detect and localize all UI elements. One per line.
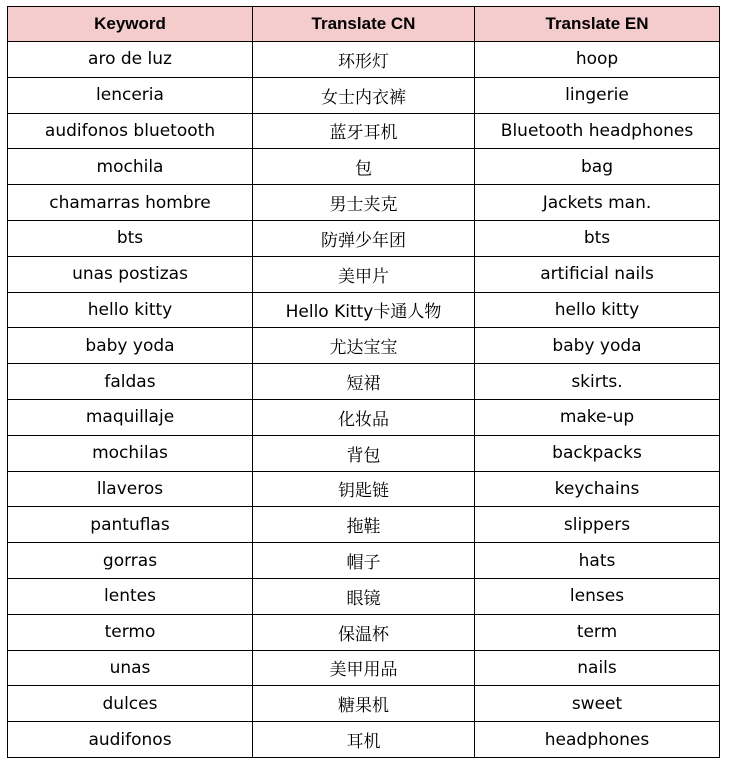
- translate-en-cell: lenses: [475, 578, 720, 614]
- table-row: [8, 435, 720, 471]
- translate-en-cell: hats: [475, 543, 720, 579]
- table-row: [8, 650, 720, 686]
- translate-en-cell: slippers: [475, 507, 720, 543]
- table-row: [8, 399, 720, 435]
- table-body: [8, 42, 720, 758]
- translate-cn-cell: 短裙: [253, 364, 475, 400]
- translate-en-cell: Bluetooth headphones: [475, 113, 720, 149]
- table-row: [8, 543, 720, 579]
- translate-cn-cell: 拖鞋: [253, 507, 475, 543]
- table-row: [8, 364, 720, 400]
- keyword-cell: mochila: [8, 149, 253, 185]
- table-row: [8, 471, 720, 507]
- translate-cn-cell: 男士夹克: [253, 185, 475, 221]
- table-row: [8, 328, 720, 364]
- translate-cn-cell: 背包: [253, 435, 475, 471]
- translate-cn-cell: 尤达宝宝: [253, 328, 475, 364]
- translate-en-cell: skirts.: [475, 364, 720, 400]
- translate-en-cell: keychains: [475, 471, 720, 507]
- keyword-cell: aro de luz: [8, 42, 253, 78]
- table-row: [8, 507, 720, 543]
- translate-cn-cell: 美甲用品: [253, 650, 475, 686]
- translate-cn-cell: 防弹少年团: [253, 220, 475, 256]
- translate-en-cell: nails: [475, 650, 720, 686]
- translate-en-cell: term: [475, 614, 720, 650]
- keyword-cell: hello kitty: [8, 292, 253, 328]
- table-row: [8, 113, 720, 149]
- translate-en-cell: baby yoda: [475, 328, 720, 364]
- translate-en-cell: bts: [475, 220, 720, 256]
- table-row: [8, 292, 720, 328]
- translate-cn-cell: 包: [253, 149, 475, 185]
- keyword-cell: chamarras hombre: [8, 185, 253, 221]
- translate-cn-cell: 糖果机: [253, 686, 475, 722]
- translate-en-cell: backpacks: [475, 435, 720, 471]
- translate-en-cell: artificial nails: [475, 256, 720, 292]
- table-row: [8, 256, 720, 292]
- keyword-cell: maquillaje: [8, 399, 253, 435]
- keyword-cell: lenceria: [8, 77, 253, 113]
- keyword-cell: gorras: [8, 543, 253, 579]
- translate-cn-cell: Hello Kitty卡通人物: [253, 292, 475, 328]
- table-row: [8, 185, 720, 221]
- table-row: [8, 220, 720, 256]
- translate-en-cell: hoop: [475, 42, 720, 78]
- translate-cn-cell: 钥匙链: [253, 471, 475, 507]
- table-row: [8, 686, 720, 722]
- translate-cn-cell: 帽子: [253, 543, 475, 579]
- translate-cn-cell: 眼镜: [253, 578, 475, 614]
- translate-cn-cell: 保温杯: [253, 614, 475, 650]
- keyword-cell: dulces: [8, 686, 253, 722]
- header-translate-cn: Translate CN: [253, 7, 475, 42]
- table-row: [8, 614, 720, 650]
- keyword-cell: mochilas: [8, 435, 253, 471]
- keyword-cell: audifonos bluetooth: [8, 113, 253, 149]
- header-row: [8, 7, 720, 42]
- translate-cn-cell: 耳机: [253, 722, 475, 758]
- keyword-cell: unas: [8, 650, 253, 686]
- translate-en-cell: make-up: [475, 399, 720, 435]
- table-row: [8, 578, 720, 614]
- keyword-cell: bts: [8, 220, 253, 256]
- keyword-cell: faldas: [8, 364, 253, 400]
- table-row: [8, 722, 720, 758]
- keyword-cell: lentes: [8, 578, 253, 614]
- keyword-cell: baby yoda: [8, 328, 253, 364]
- keyword-cell: unas postizas: [8, 256, 253, 292]
- keyword-cell: pantuflas: [8, 507, 253, 543]
- header-keyword: Keyword: [8, 7, 253, 42]
- translate-en-cell: hello kitty: [475, 292, 720, 328]
- translate-cn-cell: 美甲片: [253, 256, 475, 292]
- translate-cn-cell: 环形灯: [253, 42, 475, 78]
- keyword-cell: termo: [8, 614, 253, 650]
- table-row: [8, 149, 720, 185]
- table-row: [8, 42, 720, 78]
- translate-en-cell: lingerie: [475, 77, 720, 113]
- translate-en-cell: bag: [475, 149, 720, 185]
- translate-cn-cell: 蓝牙耳机: [253, 113, 475, 149]
- keyword-cell: llaveros: [8, 471, 253, 507]
- translate-cn-cell: 女士内衣裤: [253, 77, 475, 113]
- keyword-translation-table: [7, 6, 720, 758]
- keyword-cell: audifonos: [8, 722, 253, 758]
- translate-en-cell: headphones: [475, 722, 720, 758]
- translate-en-cell: sweet: [475, 686, 720, 722]
- translate-cn-cell: 化妆品: [253, 399, 475, 435]
- header-translate-en: Translate EN: [475, 7, 720, 42]
- table-row: [8, 77, 720, 113]
- translate-en-cell: Jackets man.: [475, 185, 720, 221]
- table-header: [8, 7, 720, 42]
